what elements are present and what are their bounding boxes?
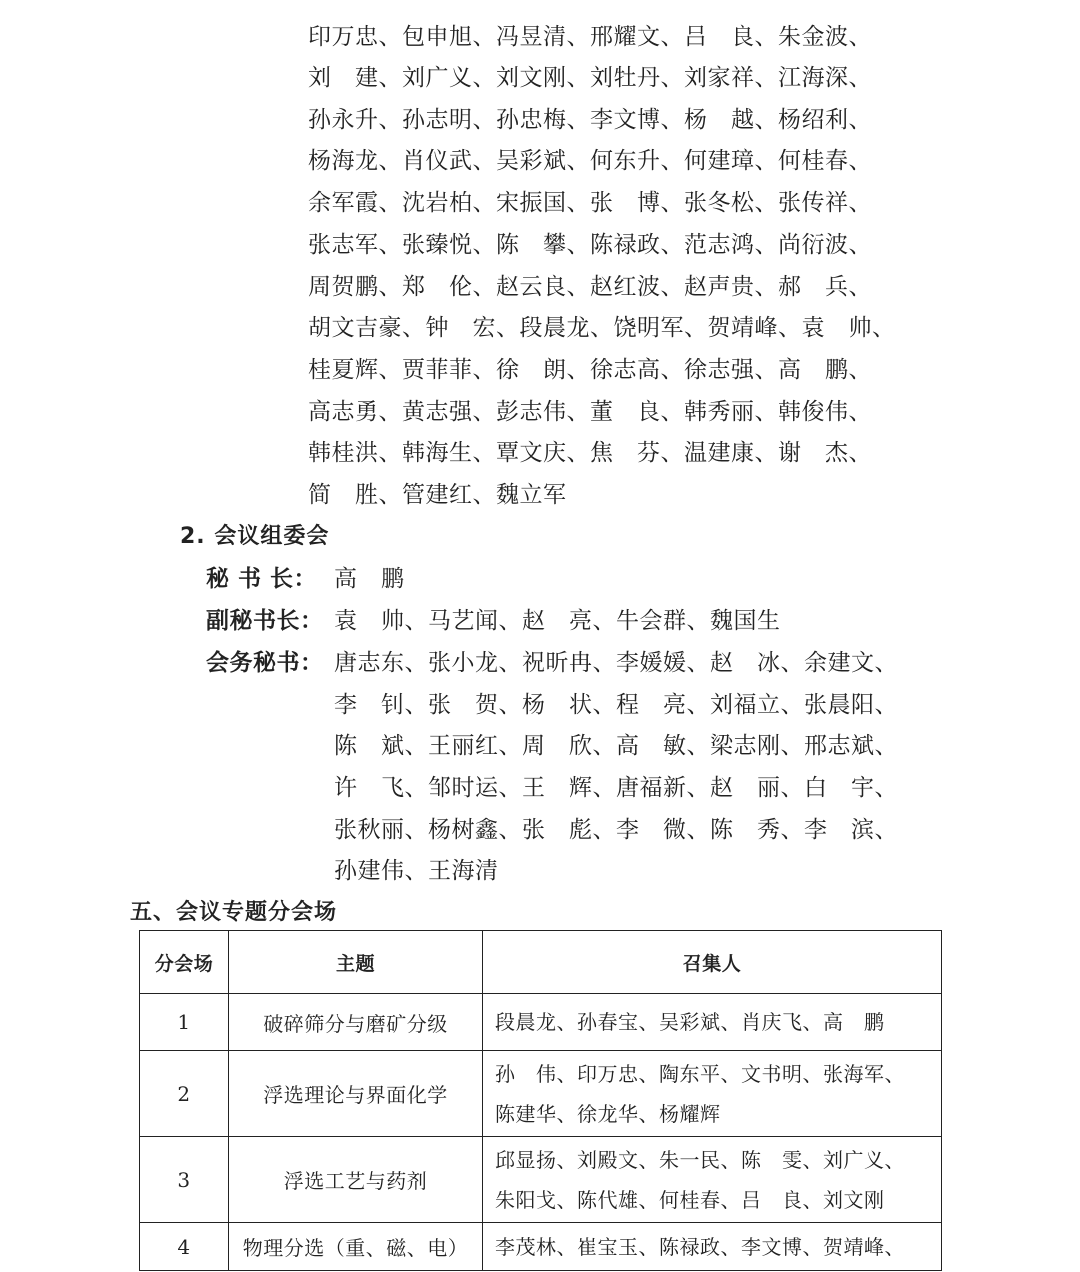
session-number: 2 <box>140 1051 229 1137</box>
session-conveners <box>483 1223 942 1271</box>
header-session: 分会场 <box>140 931 229 994</box>
secretary-general-label: 秘 书 长： <box>206 566 318 592</box>
committee-line: 韩桂洪、韩海生、覃文庆、焦 芬、温建康、谢 杰、 <box>308 440 872 466</box>
session-number: 4 <box>140 1223 229 1271</box>
table-row <box>140 994 942 1051</box>
session-topic: 浮选工艺与药剂 <box>229 1137 483 1223</box>
session-conveners <box>483 994 942 1051</box>
session-number: 3 <box>140 1137 229 1223</box>
committee-line: 张志军、张臻悦、陈 攀、陈禄政、范志鸿、尚衍波、 <box>308 232 872 258</box>
affairs-line: 孙建伟、王海清 <box>334 858 499 884</box>
table-row <box>140 1223 942 1271</box>
committee-line: 高志勇、黄志强、彭志伟、董 良、韩秀丽、韩俊伟、 <box>308 399 872 425</box>
header-topic: 主题 <box>229 931 483 994</box>
session-conveners <box>483 1137 942 1223</box>
organizing-committee-heading: 2. 会议组委会 <box>180 524 330 549</box>
secretary-general-value: 高 鹏 <box>334 566 405 592</box>
convener-line: 段晨龙、孙春宝、吴彩斌、肖庆飞、高 鹏 <box>495 1010 885 1034</box>
affairs-line: 唐志东、张小龙、祝昕冉、李媛媛、赵 冰、余建文、 <box>334 650 898 676</box>
affairs-secretary-label: 会务秘书： <box>206 650 324 676</box>
convener-line: 邱显扬、刘殿文、朱一民、陈 雯、刘广义、 <box>495 1147 905 1172</box>
header-convener: 召集人 <box>483 931 942 994</box>
committee-line: 周贺鹏、郑 伦、赵云良、赵红波、赵声贵、郝 兵、 <box>308 274 872 300</box>
section-five-heading: 五、会议专题分会场 <box>130 900 338 925</box>
session-number: 1 <box>140 994 229 1051</box>
committee-line: 余军霞、沈岩柏、宋振国、张 博、张冬松、张传祥、 <box>308 190 872 216</box>
deputy-secretary-value: 袁 帅、马艺闻、赵 亮、牛会群、魏国生 <box>334 608 781 634</box>
committee-line: 孙永升、孙志明、孙忠梅、李文博、杨 越、杨绍利、 <box>308 107 872 133</box>
deputy-secretary-label: 副秘书长： <box>206 608 324 634</box>
affairs-line: 张秋丽、杨树鑫、张 彪、李 微、陈 秀、李 滨、 <box>334 817 898 843</box>
committee-line: 简 胜、管建红、魏立军 <box>308 482 567 508</box>
convener-line: 李茂林、崔宝玉、陈禄政、李文博、贺靖峰、 <box>495 1234 905 1259</box>
committee-line: 桂夏辉、贾菲菲、徐 朗、徐志高、徐志强、高 鹏、 <box>308 357 872 383</box>
committee-line: 刘 建、刘广义、刘文刚、刘牡丹、刘家祥、江海深、 <box>308 65 872 91</box>
table-row <box>140 1051 942 1137</box>
convener-line: 陈建华、徐龙华、杨耀辉 <box>495 1101 721 1126</box>
affairs-line: 李 钊、张 贺、杨 状、程 亮、刘福立、张晨阳、 <box>334 692 898 718</box>
session-topic: 浮选理论与界面化学 <box>229 1051 483 1137</box>
committee-line: 胡文吉豪、钟 宏、段晨龙、饶明军、贺靖峰、袁 帅、 <box>308 315 896 341</box>
affairs-line: 陈 斌、王丽红、周 欣、高 敏、梁志刚、邢志斌、 <box>334 733 898 759</box>
session-topic: 破碎筛分与磨矿分级 <box>229 994 483 1051</box>
convener-line: 朱阳戈、陈代雄、何桂春、吕 良、刘文刚 <box>495 1187 885 1212</box>
sessions-table <box>139 930 942 1271</box>
table-header-row <box>140 931 942 994</box>
committee-line: 杨海龙、肖仪武、吴彩斌、何东升、何建璋、何桂春、 <box>308 148 872 174</box>
committee-line: 印万忠、包申旭、冯昱清、邢耀文、吕 良、朱金波、 <box>308 24 872 50</box>
table-row <box>140 1137 942 1223</box>
convener-line: 孙 伟、印万忠、陶东平、文书明、张海军、 <box>495 1061 905 1086</box>
affairs-line: 许 飞、邹时运、王 辉、唐福新、赵 丽、白 宇、 <box>334 775 898 801</box>
session-conveners <box>483 1051 942 1137</box>
session-topic: 物理分选（重、磁、电） <box>229 1223 483 1271</box>
